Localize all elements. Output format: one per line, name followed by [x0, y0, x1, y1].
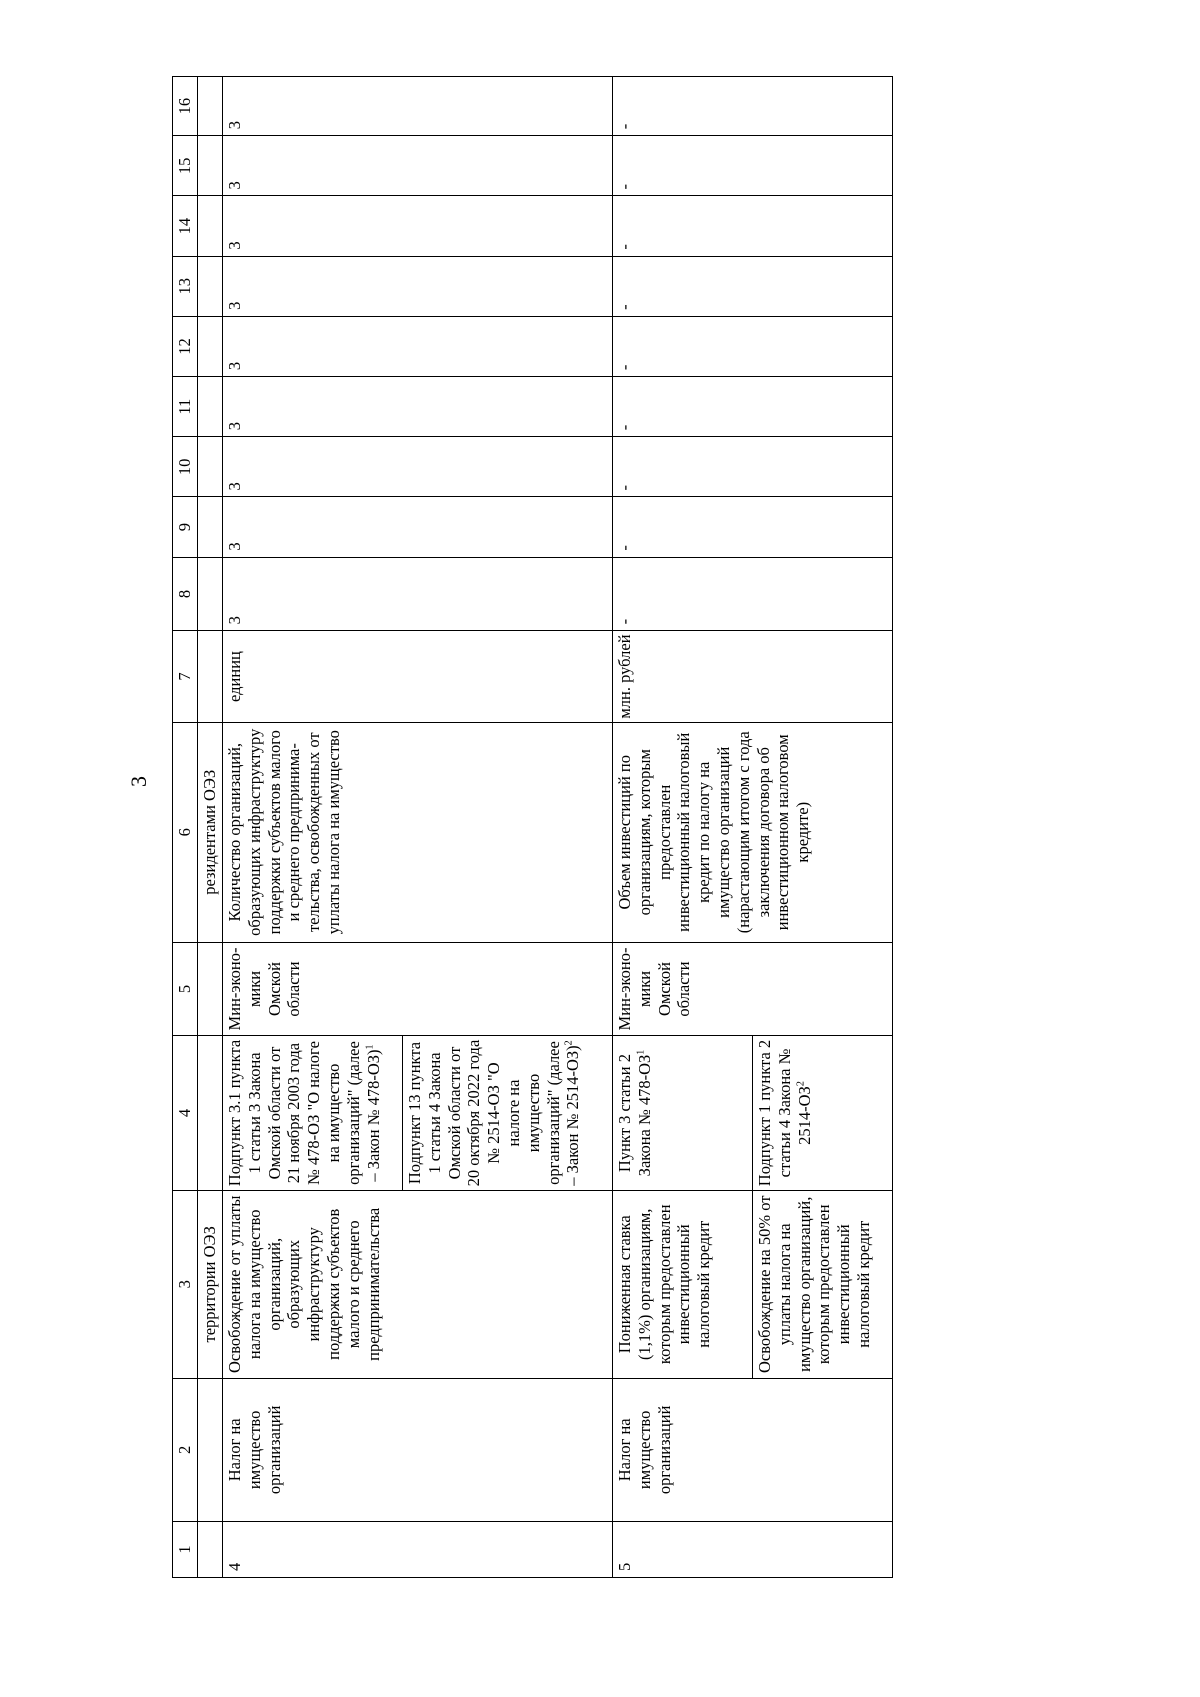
unit: единиц	[223, 631, 613, 722]
column-header: 6	[173, 722, 198, 942]
empty-cell	[198, 316, 223, 376]
column-header: 13	[173, 256, 198, 316]
continuation-row	[198, 77, 223, 1578]
column-header: 14	[173, 196, 198, 256]
empty-cell	[198, 1521, 223, 1577]
empty-cell	[198, 557, 223, 631]
legal-basis	[223, 1036, 403, 1191]
value-cell: -	[613, 196, 893, 256]
column-header: 1	[173, 1521, 198, 1577]
benefit-description: Пониженная ставка (1,1%) организациям, которым предоставлен инвестиционный налоговый кредит	[613, 1190, 753, 1378]
column-header: 10	[173, 437, 198, 497]
value-cell: 3	[223, 557, 613, 631]
empty-cell	[198, 77, 223, 136]
row-number: 5	[613, 1521, 893, 1577]
section-text: резидентами ОЭЗ	[198, 722, 223, 942]
legal-basis-text: Подпункт 1 пункта 2 статьи 4 Закона № 2514-ОЗ	[755, 1039, 814, 1187]
benefits-table-frame	[172, 76, 1086, 1578]
row-number: 4	[223, 1521, 613, 1577]
column-header: 8	[173, 557, 198, 631]
empty-cell	[198, 631, 223, 722]
column-header: 11	[173, 377, 198, 437]
footnote-mark: 2	[563, 1040, 575, 1046]
column-header: 3	[173, 1190, 198, 1378]
footnote-mark: 1	[364, 1044, 376, 1050]
value-cell: 3	[223, 196, 613, 256]
column-header: 5	[173, 942, 198, 1035]
indicator-description: Количество организаций, образующих инфраструктуру поддержки субъектов малого и среднего предпринима-тельства, освобожденных от уплаты налога на имущество	[223, 722, 613, 942]
column-header: 15	[173, 136, 198, 196]
benefit-description: Освобождение от уплаты налога на имущество организаций, образующих инфраструктуру поддержки субъектов малого и среднего предпринимательства	[223, 1190, 613, 1378]
legal-basis-text: Пункт 3 статьи 2 Закона № 478-ОЗ	[615, 1053, 654, 1177]
value-cell: -	[613, 377, 893, 437]
value-cell: 3	[223, 437, 613, 497]
column-header: 4	[173, 1036, 198, 1191]
section-text: территории ОЭЗ	[198, 1190, 223, 1378]
column-header: 16	[173, 77, 198, 136]
value-cell: 3	[223, 377, 613, 437]
value-cell: -	[613, 557, 893, 631]
empty-cell	[198, 377, 223, 437]
legal-basis	[753, 1036, 893, 1191]
value-cell: -	[613, 136, 893, 196]
value-cell: 3	[223, 77, 613, 136]
legal-basis	[613, 1036, 753, 1191]
value-cell: 3	[223, 316, 613, 376]
empty-cell	[198, 196, 223, 256]
empty-cell	[198, 256, 223, 316]
legal-basis-text: Подпункт 13 пункта 1 статьи 4 Закона Омской области от 20 октября 2022 года № 2514-ОЗ "О налоге на имущество организаций" (далее – Закон № 2514-ОЗ)	[405, 1039, 583, 1187]
column-number-row	[173, 77, 198, 1578]
tax-name: Налог на имущество организаций	[613, 1378, 893, 1521]
table-row	[613, 77, 753, 1578]
column-header: 2	[173, 1378, 198, 1521]
empty-cell	[198, 136, 223, 196]
benefit-description: Освобождение на 50% от уплаты налога на имущество организаций, которым предоставлен инвестиционный налоговый кредит	[753, 1190, 893, 1378]
curator: Мин-эконо-мики Омской области	[223, 942, 613, 1035]
value-cell: 3	[223, 256, 613, 316]
column-header: 12	[173, 316, 198, 376]
empty-cell	[198, 497, 223, 557]
unit: млн. рублей	[613, 631, 893, 722]
value-cell: 3	[223, 497, 613, 557]
table-row	[223, 77, 403, 1578]
empty-cell	[198, 1378, 223, 1521]
tax-name: Налог на имущество организаций	[223, 1378, 613, 1521]
column-header: 7	[173, 631, 198, 722]
page-number: 3	[126, 776, 151, 787]
legal-basis-text: Подпункт 3.1 пункта 1 статьи 3 Закона Омской области от 21 ноября 2003 года № 478-ОЗ "О налоге на имущество организаций" (далее – Закон № 478-ОЗ)	[225, 1039, 383, 1187]
legal-basis	[403, 1036, 613, 1191]
empty-cell	[198, 942, 223, 1035]
value-cell: -	[613, 256, 893, 316]
value-cell: 3	[223, 136, 613, 196]
value-cell: -	[613, 437, 893, 497]
tax-benefits-table	[172, 76, 893, 1578]
footnote-mark: 1	[635, 1049, 647, 1055]
column-header: 9	[173, 497, 198, 557]
indicator-description: Объем инвестиций по организациям, которым предоставлен инвестиционный налоговый кредит по налогу на имущество организаций (нарастающим итогом с года заключения договора об инвестиционном налоговом кредите)	[613, 722, 893, 942]
value-cell: -	[613, 497, 893, 557]
curator: Мин-эконо-мики Омской области	[613, 942, 893, 1035]
value-cell: -	[613, 316, 893, 376]
empty-cell	[198, 437, 223, 497]
footnote-mark: 2	[795, 1081, 807, 1087]
empty-cell	[198, 1036, 223, 1191]
value-cell: -	[613, 77, 893, 136]
